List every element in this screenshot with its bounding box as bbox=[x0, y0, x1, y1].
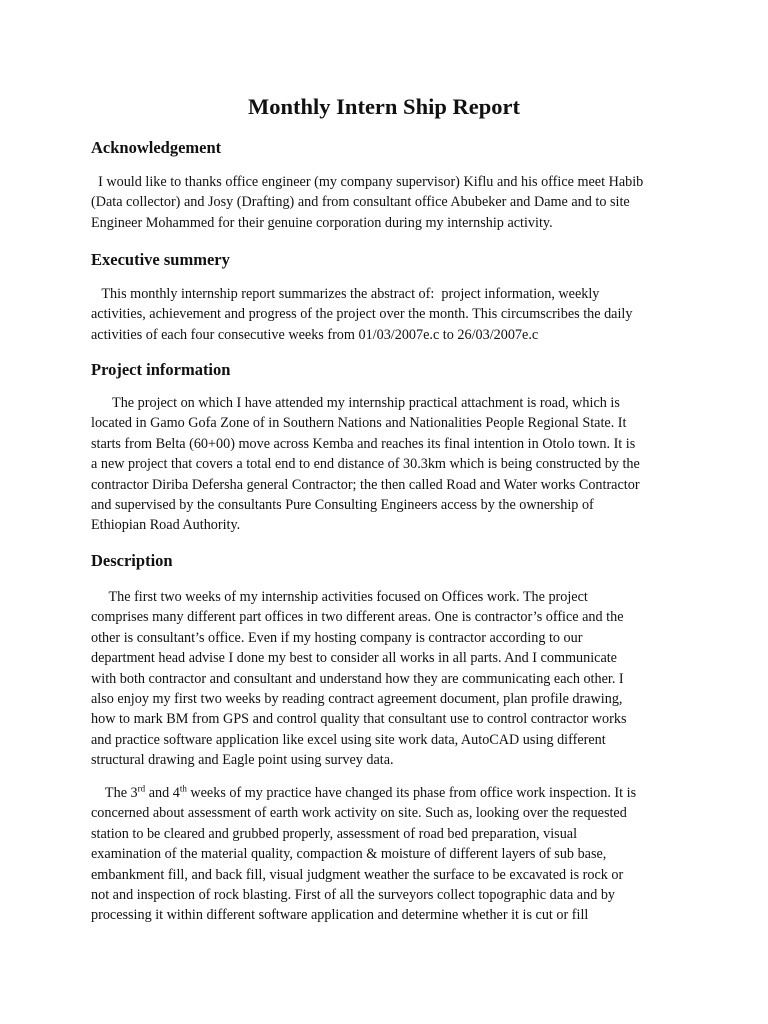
text-line: I would like to thanks office engineer (my company supervisor) Kiflu and his office meet Habib bbox=[91, 174, 644, 190]
text-fragment: The 3 bbox=[91, 785, 138, 801]
text-line: and supervised by the consultants Pure Consulting Engineers access by the ownership of bbox=[91, 497, 594, 514]
text-line: activities, achievement and progress of the project over the month. This circumscribes the daily bbox=[91, 306, 633, 323]
project-information-paragraph bbox=[91, 393, 691, 536]
text-line: how to mark BM from GPS and control quality that consultant use to control contractor works bbox=[91, 711, 627, 728]
text-line bbox=[91, 783, 691, 803]
text-line: and practice software application like excel using site work data, AutoCAD using different bbox=[91, 731, 606, 748]
text-line: examination of the material quality, compaction & moisture of different layers of sub base, bbox=[91, 846, 607, 863]
description-heading: Description bbox=[91, 551, 173, 570]
executive-summary-paragraph bbox=[91, 284, 691, 345]
text-line: concerned about assessment of earth work activity on site. Such as, looking over the requested bbox=[91, 805, 627, 822]
text-line: Ethiopian Road Authority. bbox=[91, 517, 241, 534]
ordinal-suffix: rd bbox=[137, 783, 146, 794]
text-line: contractor Diriba Defersha general Contractor; the then called Road and Water works Contractor bbox=[91, 476, 640, 493]
text-line: activities of each four consecutive weeks from 01/03/2007e.c to 26/03/2007e.c bbox=[91, 326, 539, 343]
acknowledgement-paragraph bbox=[91, 172, 691, 233]
text-line: located in Gamo Gofa Zone of in Southern Nations and Nationalities People Regional State. It bbox=[91, 415, 627, 432]
text-line: a new project that covers a total end to end distance of 30.3km which is being constructed by the bbox=[91, 456, 640, 473]
text-line: starts from Belta (60+00) move across Kemba and reaches its final intention in Otolo town. It is bbox=[91, 435, 636, 452]
text-fragment: and 4 bbox=[145, 785, 180, 801]
text-line: processing it within different software application and determine whether it is cut or fill bbox=[91, 907, 589, 924]
text-line: other is consultant’s office. Even if my hosting company is contractor according to our bbox=[91, 629, 583, 646]
page-title: Monthly Intern Ship Report bbox=[248, 94, 520, 119]
ordinal-suffix: th bbox=[179, 783, 187, 794]
text-line: The first two weeks of my internship activities focused on Offices work. The project bbox=[91, 589, 588, 605]
project-information-heading: Project information bbox=[91, 360, 231, 379]
text-line: The project on which I have attended my internship practical attachment is road, which is bbox=[91, 395, 620, 411]
text-line: (Data collector) and Josy (Drafting) and from consultant office Abubeker and Dame and to site bbox=[91, 194, 630, 211]
text-line: structural drawing and Eagle point using survey data. bbox=[91, 752, 394, 769]
text-line: department head advise I done my best to consider all works in all parts. And I communicate bbox=[91, 650, 617, 667]
text-line: Engineer Mohammed for their genuine corporation during my internship activity. bbox=[91, 214, 553, 231]
acknowledgement-heading: Acknowledgement bbox=[91, 138, 222, 157]
text-line: comprises many different part offices in two different areas. One is contractor’s office and the bbox=[91, 609, 624, 626]
text-line: not and inspection of rock blasting. First of all the surveyors collect topographic data and by bbox=[91, 887, 616, 904]
description-paragraph-1 bbox=[91, 587, 691, 771]
text-line: This monthly internship report summarizes the abstract of: project information, weekly bbox=[91, 286, 600, 302]
text-line: also enjoy my first two weeks by reading contract agreement document, plan profile drawing, bbox=[91, 691, 623, 708]
text-fragment: weeks of my practice have changed its phase from office work inspection. It is bbox=[186, 785, 637, 801]
text-line: station to be cleared and grubbed properly, assessment of road bed preparation, visual bbox=[91, 825, 578, 842]
text-line: embankment fill, and back fill, visual judgment weather the surface to be excavated is rock or bbox=[91, 866, 624, 883]
executive-summary-heading: Executive summery bbox=[91, 250, 230, 269]
text-line: with both contractor and consultant and understand how they are communicating each other. I bbox=[91, 670, 624, 687]
description-paragraph-2 bbox=[91, 783, 691, 926]
